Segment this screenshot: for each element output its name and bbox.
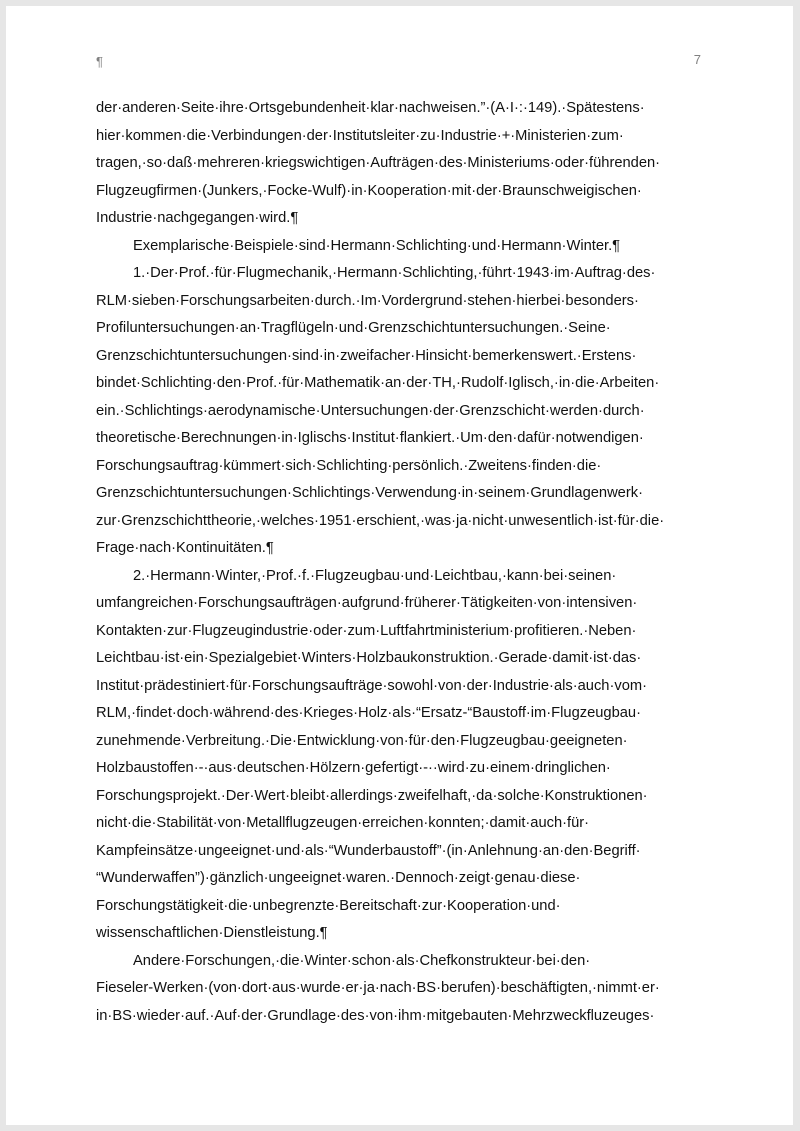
- text-line: zunehmende·Verbreitung.·Die·Entwicklung·von·für·den·Flugzeugbau·geeigneten·: [96, 732, 628, 749]
- text-line: 1.·Der·Prof.·für·Flugmechanik,·Hermann·Schlichting,·führt·1943·im·Auftrag·des·: [133, 265, 656, 281]
- paragraph: [96, 260, 736, 563]
- text-line: bindet·Schlichting·den·Prof.·für·Mathematik·an·der·TH,·Rudolf·Iglisch,·in·die·Arbeiten·: [96, 375, 660, 391]
- text-line: Kampfeinsätze·ungeeignet·und·als·“Wunderbaustoff”·(in·Anlehnung·an·den·Begriff·: [96, 842, 641, 859]
- text-line: zur·Grenzschichttheorie,·welches·1951·erschient,·was·ja·nicht·unwesentlich·ist·für·die·: [96, 512, 665, 529]
- text-line: RLM,·findet·doch·während·des·Krieges·Holz·als·“Ersatz-“Baustoff·im·Flugzeugbau·: [96, 705, 641, 721]
- text-line: Exemplarische·Beispiele·sind·Hermann·Schlichting·und·Hermann·Winter.¶: [133, 237, 621, 254]
- text-line: Grenzschichtuntersuchungen·Schlichtings·Verwendung·in·seinem·Grundlagenwerk·: [96, 485, 643, 501]
- text-line: Holzbaustoffen·-·aus·deutschen·Hölzern·gefertigt·-··wird·zu·einem·dringlichen·: [96, 760, 611, 776]
- text-line: umfangreichen·Forschungsaufträgen·aufgrund·früherer·Tätigkeiten·von·intensiven·: [96, 595, 638, 611]
- text-line: ein.·Schlichtings·aerodynamische·Untersuchungen·der·Grenzschicht·werden·durch·: [96, 402, 645, 419]
- text-line: Frage·nach·Kontinuitäten.¶: [96, 540, 274, 556]
- text-line: wissenschaftlichen·Dienstleistung.¶: [96, 925, 328, 941]
- text-line: Flugzeugfirmen·(Junkers,·Focke-Wulf)·in·Kooperation·mit·der·Braunschweigischen·: [96, 182, 642, 199]
- text-line: Forschungsauftrag·kümmert·sich·Schlichting·persönlich.·Zweitens·finden·die·: [96, 457, 602, 474]
- text-line: RLM·sieben·Forschungsarbeiten·durch.·Im·Vordergrund·stehen·hierbei·besonders·: [96, 292, 639, 309]
- text-line: Andere·Forschungen,·die·Winter·schon·als·Chefkonstrukteur·bei·den·: [133, 952, 591, 969]
- text-line: Profiluntersuchungen·an·Tragflügeln·und·Grenzschichtuntersuchungen.·Seine·: [96, 320, 611, 336]
- text-line: nicht·die·Stabilität·von·Metallflugzeugen·erreichen·konnten;·damit·auch·für·: [96, 815, 590, 831]
- body-text[interactable]: [96, 95, 736, 1030]
- paragraph: [96, 563, 736, 948]
- document-page: [6, 6, 793, 1125]
- text-line: 2.·Hermann·Winter,·Prof.·f.·Flugzeugbau·und·Leichtbau,·kann·bei·seinen·: [133, 567, 617, 584]
- text-line: der·anderen·Seite·ihre·Ortsgebundenheit·klar·nachweisen.”·(A·I·:·149).·Spätestens·: [96, 100, 645, 116]
- page-number: 7: [693, 52, 701, 67]
- text-line: Leichtbau·ist·ein·Spezialgebiet·Winters·Holzbaukonstruktion.·Gerade·damit·ist·das·: [96, 650, 642, 666]
- text-line: Kontakten·zur·Flugzeugindustrie·oder·zum·Luftfahrtministerium·profitieren.·Neben·: [96, 622, 637, 639]
- text-line: “Wunderwaffen”)·gänzlich·ungeeignet·waren.·Dennoch·zeigt·genau·diese·: [96, 870, 581, 886]
- text-line: hier·kommen·die·Verbindungen·der·Institutsleiter·zu·Industrie·+·Ministerien·zum·: [96, 127, 624, 144]
- text-line: Fieseler-Werken·(von·dort·aus·wurde·er·ja·nach·BS·berufen)·beschäftigten,·nimmt·er·: [96, 980, 660, 996]
- text-line: theoretische·Berechnungen·in·Iglischs·Institut·flankiert.·Um·den·dafür·notwendigen·: [96, 430, 644, 446]
- text-line: in·BS·wieder·auf.·Auf·der·Grundlage·des·von·ihm·mitgebauten·Mehrzweckfluzeuges·: [96, 1007, 655, 1024]
- paragraph: [96, 95, 736, 233]
- text-line: Grenzschichtuntersuchungen·sind·in·zweifacher·Hinsicht·bemerkenswert.·Erstens·: [96, 347, 637, 364]
- text-line: Industrie·nachgegangen·wird.¶: [96, 210, 299, 226]
- text-line: tragen,·so·daß·mehreren·kriegswichtigen·Aufträgen·des·Ministeriums·oder·führenden·: [96, 155, 661, 171]
- text-line: Forschungstätigkeit·die·unbegrenzte·Bereitschaft·zur·Kooperation·und·: [96, 897, 561, 914]
- text-line: Institut·prädestiniert·für·Forschungsaufträge·sowohl·von·der·Industrie·als·auch·vom·: [96, 677, 647, 694]
- header-pilcrow: ¶: [96, 54, 103, 69]
- paragraph: [96, 233, 736, 261]
- text-line: Forschungsprojekt.·Der·Wert·bleibt·allerdings·zweifelhaft,·da·solche·Konstruktionen·: [96, 787, 648, 804]
- paragraph: [96, 948, 736, 1031]
